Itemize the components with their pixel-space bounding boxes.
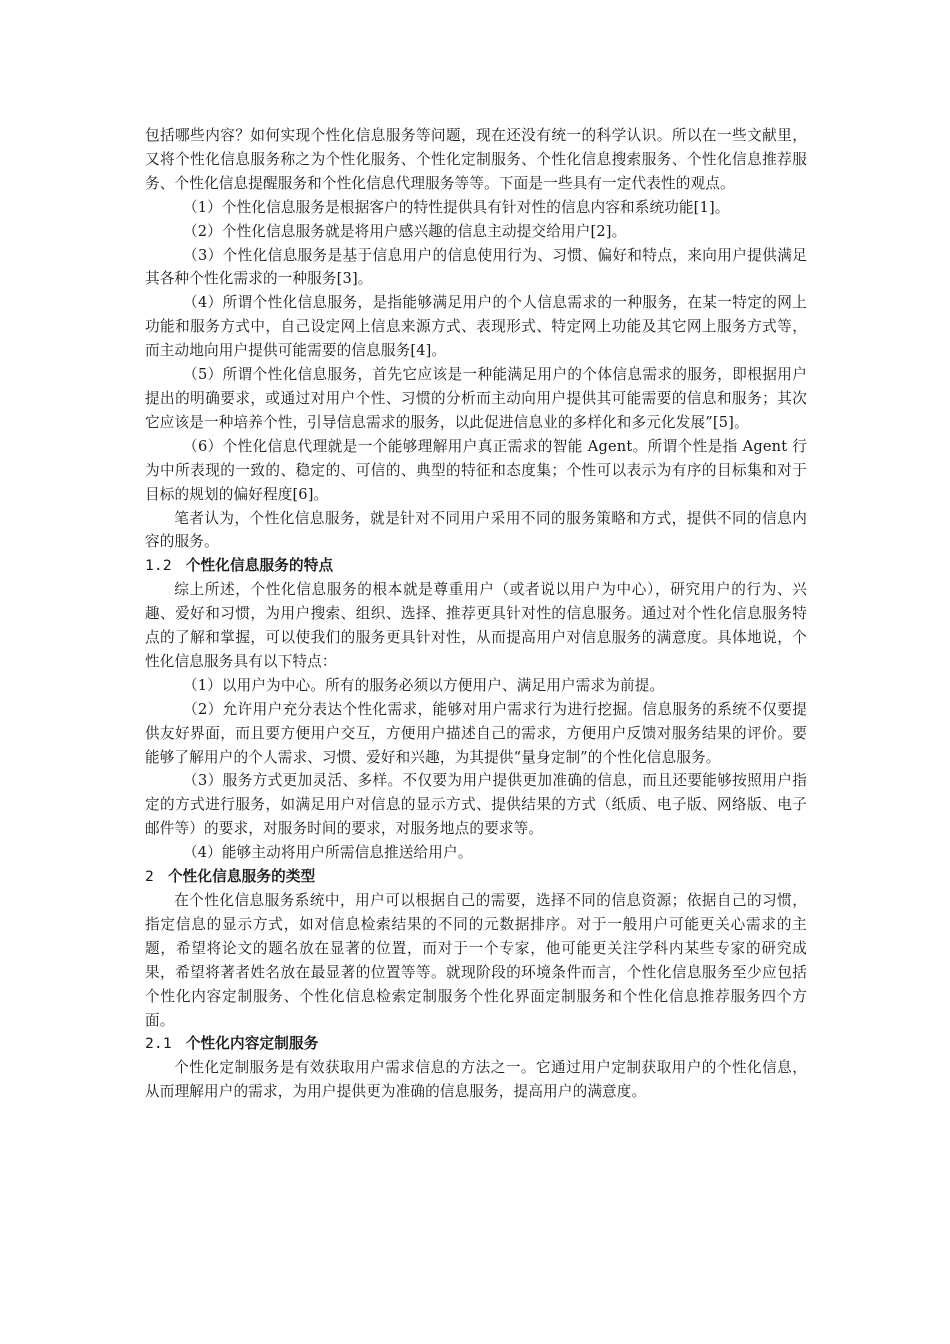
list-item-view-3: （3）个性化信息服务是基于信息用户的信息使用行为、习惯、偏好和特点，来向用户提供满足其各种个性化需求的一种服务[3]。: [145, 246, 807, 288]
paragraph-author-view: 笔者认为，个性化信息服务，就是针对不同用户采用不同的服务策略和方式，提供不同的信息内容的服务。: [145, 509, 807, 551]
section-title: 个性化信息服务的特点: [185, 557, 334, 575]
section-title: 个性化信息服务的类型: [167, 868, 316, 886]
list-item-view-4: （4）所谓个性化信息服务，是指能够满足用户的个人信息需求的一种服务，在某一特定的网上功能和服务方式中，自己设定网上信息来源方式、表现形式、特定网上功能及其它网上服务方式等，而主动地向用户提供可能需要的信息服务[4]。: [145, 294, 807, 360]
section-number: 2: [145, 868, 154, 886]
section-title: 个性化内容定制服务: [185, 1035, 319, 1053]
list-item-feature-3: （3）服务方式更加灵活、多样。不仅要为用户提供更加准确的信息，而且还要能够按照用户指定的方式进行服务，如满足用户对信息的显示方式、提供结果的方式（纸质、电子版、网络版、电子邮件等）的要求，对服务时间的要求，对服务地点的要求等。: [145, 772, 807, 838]
section-heading-2-1: [145, 1032, 807, 1056]
list-item-feature-2: （2）允许用户充分表达个性化需求，能够对用户需求行为进行挖掘。信息服务的系统不仅要提供友好界面，而且要方便用户交互，方便用户描述自己的需求，方便用户反馈对服务结果的评价。要能够了解用户的个人需求、习惯、爱好和兴趣，为其提供“量身定制”的个性化信息服务。: [145, 700, 807, 766]
paragraph-features-intro: 综上所述，个性化信息服务的根本就是尊重用户（或者说以用户为中心），研究用户的行为、兴趣、爱好和习惯，为用户搜索、组织、选择、推荐更具针对性的信息服务。通过对个性化信息服务特点的了解和掌握，可以使我们的服务更具针对性，从而提高用户对信息服务的满意度。具体地说，个性化信息服务具有以下特点：: [145, 581, 807, 670]
section-heading-1-2: [145, 554, 807, 578]
section-number: 1.2: [145, 557, 172, 575]
list-item-view-6: （6）个性化信息代理就是一个能够理解用户真正需求的智能 Agent。所谓个性是指 Agent 行为中所表现的一致的、稳定的、可信的、典型的特征和态度集；个性可以表示为有序的目标集和对于目标的规划的偏好程度[6]。: [145, 437, 807, 503]
paragraph-content-customization: 个性化定制服务是有效获取用户需求信息的方法之一。它通过用户定制获取用户的个性化信息，从而理解用户的需求，为用户提供更为准确的信息服务，提高用户的满意度。: [145, 1059, 807, 1101]
list-item-feature-4: （4）能够主动将用户所需信息推送给用户。: [182, 844, 473, 862]
section-number: 2.1: [145, 1035, 172, 1053]
paragraph-intro: 包括哪些内容？如何实现个性化信息服务等问题，现在还没有统一的科学认识。所以在一些文献里，又将个性化信息服务称之为个性化服务、个性化定制服务、个性化信息搜索服务、个性化信息推荐服务、个性化信息提醒服务和个性化信息代理服务等等。下面是一些具有一定代表性的观点。: [145, 127, 807, 192]
document-page: [145, 124, 807, 1104]
list-item-view-2: （2）个性化信息服务就是将用户感兴趣的信息主动提交给用户[2]。: [182, 222, 627, 240]
list-item-feature-1: （1）以用户为中心。所有的服务必须以方便用户、满足用户需求为前提。: [182, 676, 665, 694]
list-item-view-5: （5）所谓个性化信息服务，首先它应该是一种能满足用户的个体信息需求的服务，即根据用户提出的明确要求，或通过对用户个性、习惯的分析而主动向用户提供其可能需要的信息和服务；其次它应该是一种培养个性，引导信息需求的服务，以此促进信息业的多样化和多元化发展”[5]。: [145, 366, 807, 431]
section-heading-2: [145, 865, 807, 889]
list-item-view-1: （1）个性化信息服务是根据客户的特性提供具有针对性的信息内容和系统功能[1]。: [182, 198, 730, 216]
paragraph-types-intro: 在个性化信息服务系统中，用户可以根据自己的需要，选择不同的信息资源；依据自己的习惯，指定信息的显示方式，如对信息检索结果的不同的元数据排序。对于一般用户可能更关心需求的主题，希望将论文的题名放在显著的位置，而对于一个专家，他可能更关注学科内某些专家的研究成果，希望将著者姓名放在最显著的位置等等。就现阶段的环境条件而言，个性化信息服务至少应包括个性化内容定制服务、个性化信息检索定制服务个性化界面定制服务和个性化信息推荐服务四个方面。: [145, 892, 807, 1029]
